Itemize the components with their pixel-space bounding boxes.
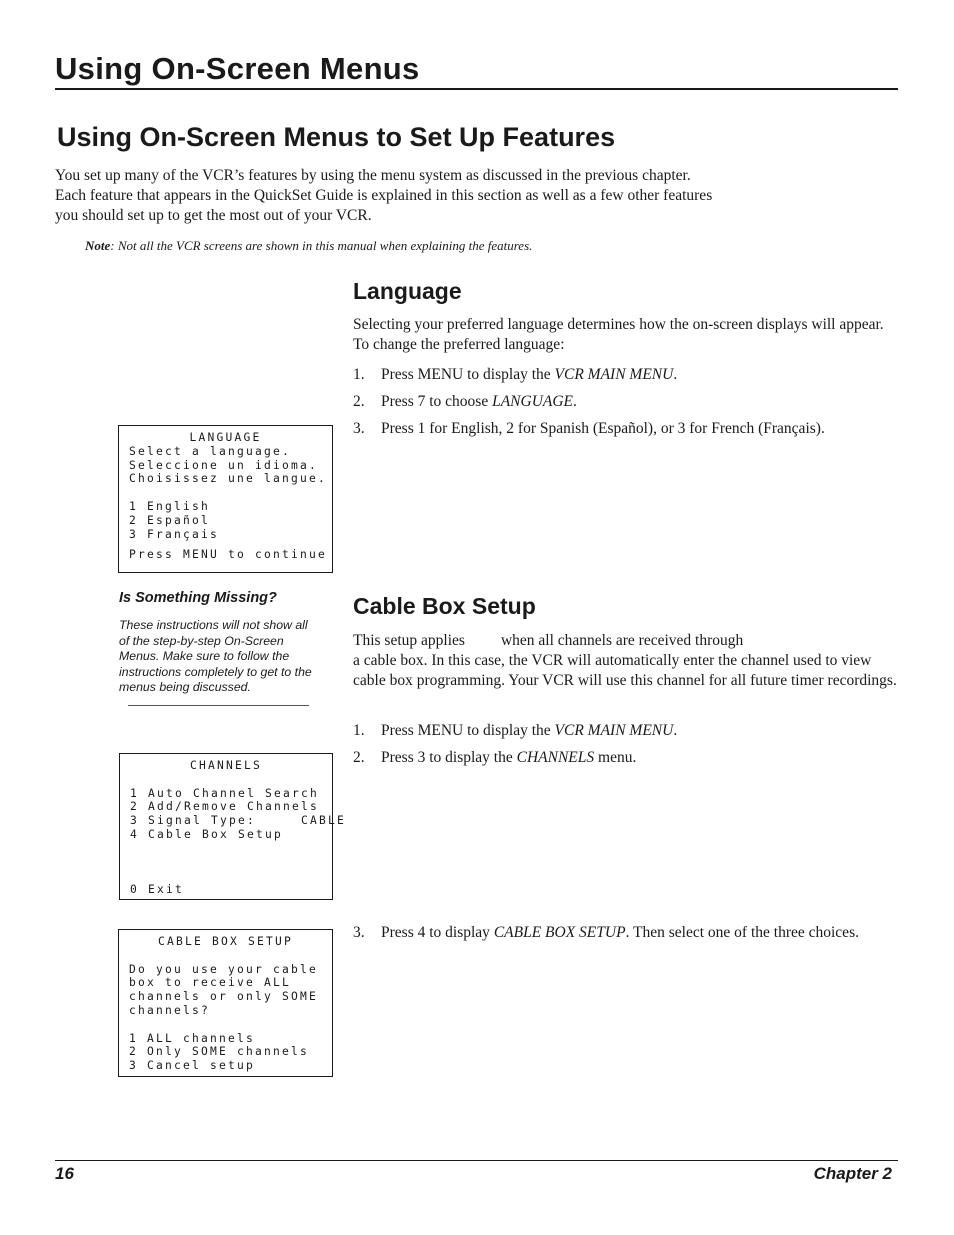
screen-exit: 0 Exit [130,883,185,897]
screen-option: 3 Français [129,527,220,541]
screen-option: 1 English [129,499,211,513]
screen-option: 4 Cable Box Setup [130,827,284,841]
step-text: Press 4 to display [381,924,494,941]
screen-line: Choisissez une langue. [129,472,328,486]
step-text-after: menu. [594,749,637,766]
step-text: Press MENU to display the [381,722,555,739]
language-screen [118,425,333,573]
page-number: 16 [55,1164,74,1183]
running-header-title: Using On-Screen Menus [55,51,420,86]
screen-option: 2 Only SOME channels [129,1045,310,1059]
step-text-after: . [573,393,577,410]
screen-title: CHANNELS [189,759,262,772]
step-number: 3. [353,420,365,437]
screen-line: channels? [129,1003,211,1017]
step-text: Press 3 to display the [381,749,517,766]
language-heading: Language [353,278,462,304]
note-label: Note [85,238,111,253]
step-menu-name: VCR MAIN MENU [554,722,674,739]
step-number: 2. [353,749,365,766]
header-rule [55,88,898,90]
sidebar-body: These instructions will not show all of the step-by-step On-Screen Menus. Make sure to follow the instructions completely to get to the menus being discussed. [119,618,312,695]
sidebar-rule [128,705,309,706]
screen-option: 1 Auto Channel Search [130,786,320,800]
cable-box-heading: Cable Box Setup [353,593,536,619]
footer-rule [55,1160,898,1161]
cable-box-description-line-1 [353,631,743,651]
description-part-2: when all channels are received through [500,632,744,649]
screen-line: Do you use your cable [129,962,319,976]
screen-footer: Press MENU to continue [129,548,328,562]
step-menu-name: CABLE BOX SETUP [493,924,626,941]
cable-box-setup-screen [118,929,333,1077]
step-text-after: . Then select one of the three choices. [625,924,859,941]
intro-paragraph: You set up many of the VCR’s features by using the menu system as discussed in the previous chapter. Each feature that appears in the QuickSet Guide is explained in this section as well as a few other features you should set up to get the most out of your VCR. [55,167,713,224]
step-menu-name: CHANNELS [516,749,595,766]
screen-title: CABLE BOX SETUP [157,935,294,948]
sidebar-title: Is Something Missing? [119,590,277,606]
screen-option: 2 Español [129,513,211,527]
screen-option: 3 Cancel setup [129,1059,256,1073]
description-part-1: This setup applies [353,632,465,649]
chapter-label: Chapter 2 [813,1164,892,1183]
step-text-after: . [673,366,678,383]
note [85,237,532,255]
screen-option: 1 ALL channels [129,1031,256,1045]
screen-option: 3 Signal Type: CABLE [130,814,347,828]
note-text: : Not all the VCR screens are shown in this manual when explaining the features. [110,238,533,253]
screen-title: LANGUAGE [189,431,262,444]
screen-line: Seleccione un idioma. [129,458,319,472]
step-number: 3. [353,924,365,941]
step-text: Press MENU to display the [381,366,555,383]
step-text: Press 7 to choose [381,393,493,410]
screen-line: channels or only SOME [129,990,319,1004]
screen-option: 2 Add/Remove Channels [130,800,320,814]
screen-line: box to receive ALL [129,976,292,990]
section-title: Using On-Screen Menus to Set Up Features [57,122,616,152]
step-menu-name: LANGUAGE [492,393,574,410]
step-number: 1. [353,366,365,383]
step-number: 2. [353,393,365,410]
step-text: Press 1 for English, 2 for Spanish (Español), or 3 for French (Français). [381,420,825,437]
screen-line: Select a language. [129,444,292,458]
step-menu-name: VCR MAIN MENU [554,366,674,383]
channels-screen [119,753,347,900]
step-number: 1. [353,722,365,739]
language-description: Selecting your preferred language determines how the on-screen displays will appear. To change the preferred language: [353,316,884,353]
step-text-after: . [673,722,678,739]
cable-box-description: a cable box. In this case, the VCR will automatically enter the channel used to view cable box programming. Your VCR will use this channel for all future timer recordings. [353,652,897,689]
